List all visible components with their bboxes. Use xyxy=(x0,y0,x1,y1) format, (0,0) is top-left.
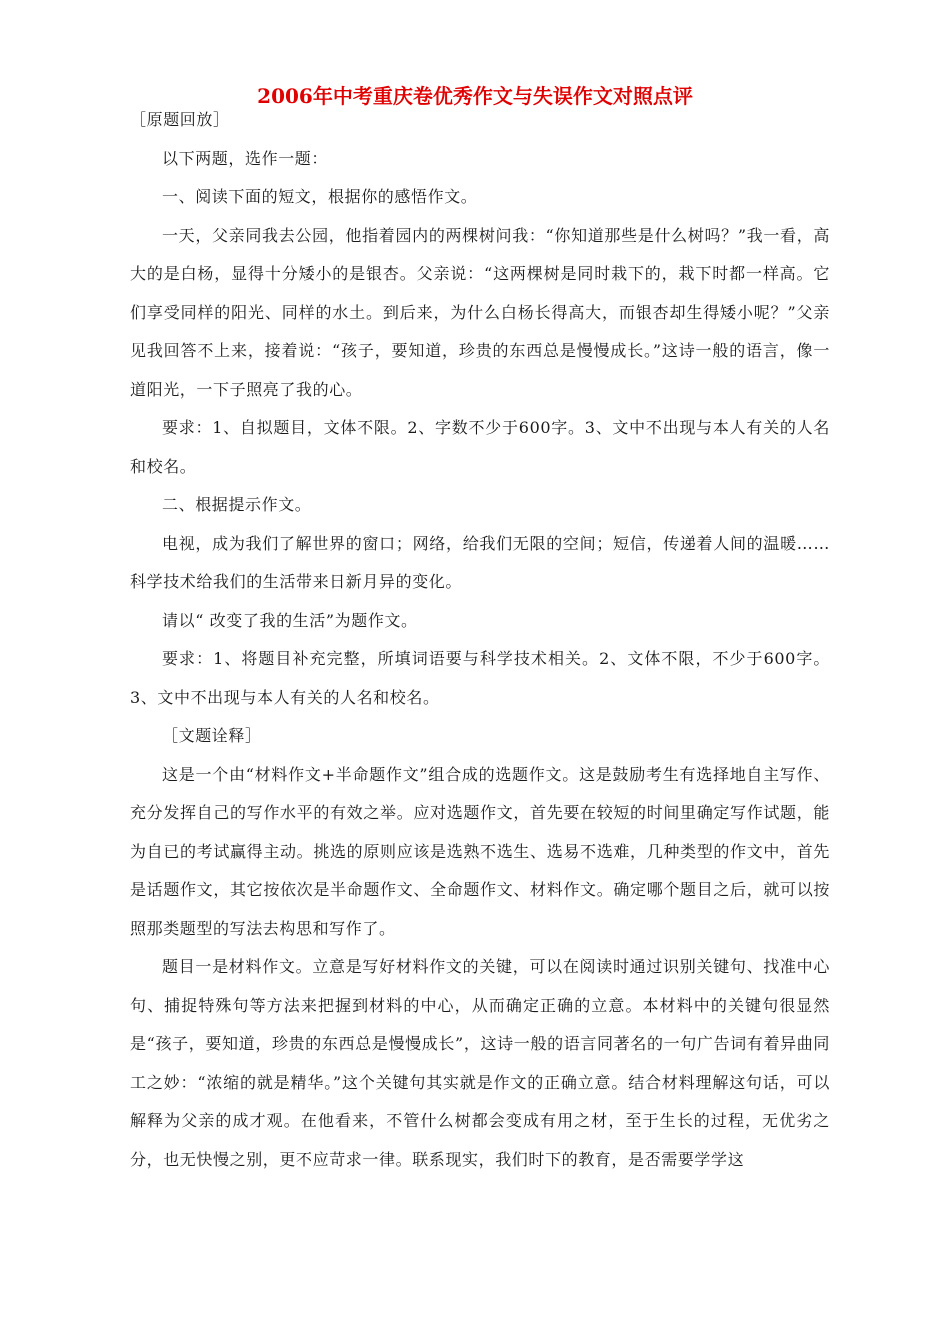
paragraph: 这是一个由“材料作文+半命题作文”组合成的选题作文。这是鼓励考生有选择地自主写作、充分发挥自己的写作水平的有效之举。应对选题作文，首先要在较短的时间里确定写作试题，能为自已的考试赢得主动。挑选的原则应该是选熟不选生、选易不选难，几种类型的作文中，首先是话题作文，其它按依次是半命题作文、全命题作文、材料作文。确定哪个题目之后，就可以按照那类题型的写法去构思和写作了。 xyxy=(130,764,830,938)
paragraph: 以下两题，选作一题： xyxy=(162,148,329,168)
paragraph: 题目一是材料作文。立意是写好材料作文的关键，可以在阅读时通过识别关键句、找准中心句、捕捉特殊句等方法来把握到材料的中心，从而确定正确的立意。本材料中的关键句很显然是“孩子，要知道，珍贵的东西总是慢慢成长”，这诗一般的语言同著名的一句广告词有着异曲同工之妙：“浓缩的就是精华。”这个关键句其实就是作文的正确立意。结合材料理解这句话，可以解释为父亲的成才观。在他看来，不管什么树都会变成有用之材，至于生长的过程，无优劣之分，也无快慢之别，更不应苛求一律。联系现实，我们时下的教育，是否需要学学这 xyxy=(130,957,830,1169)
paragraph: 电视，成为我们了解世界的窗口；网络，给我们无限的空间；短信，传递着人间的温暖……科学技术给我们的生活带来日新月异的变化。 xyxy=(130,533,830,591)
paragraph: 一天，父亲同我去公园，他指着园内的两棵树问我：“你知道那些是什么树吗？”我一看，高大的是白杨，显得十分矮小的是银杏。父亲说：“这两棵树是同时栽下的，栽下时都一样高。它们享受同样的阳光、同样的水土。到后来，为什么白杨长得高大，而银杏却生得矮小呢？”父亲见我回答不上来，接着说：“孩子，要知道，珍贵的东西总是慢慢成长。”这诗一般的语言，像一道阳光，一下子照亮了我的心。 xyxy=(130,225,830,399)
paragraph: 二、根据提示作文。 xyxy=(162,495,312,514)
document-body xyxy=(130,101,830,1179)
section-heading-original-question: ［原题回放］ xyxy=(130,110,230,129)
paragraph: 要求：1、将题目补充完整，所填词语要与科学技术相关。2、文体不限，不少于600字。3、文中不出现与本人有关的人名和校名。 xyxy=(130,649,830,707)
document-title: 2006年中考重庆卷优秀作文与失误作文对照点评 xyxy=(257,84,693,108)
paragraph: 要求：1、自拟题目，文体不限。2、字数不少于600字。3、文中不出现与本人有关的人名和校名。 xyxy=(130,418,830,476)
paragraph: 请以“ 改变了我的生活”为题作文。 xyxy=(162,610,418,630)
paragraph: 一、阅读下面的短文，根据你的感悟作文。 xyxy=(162,187,478,206)
section-heading-explanation: ［文题诠释］ xyxy=(162,726,262,745)
